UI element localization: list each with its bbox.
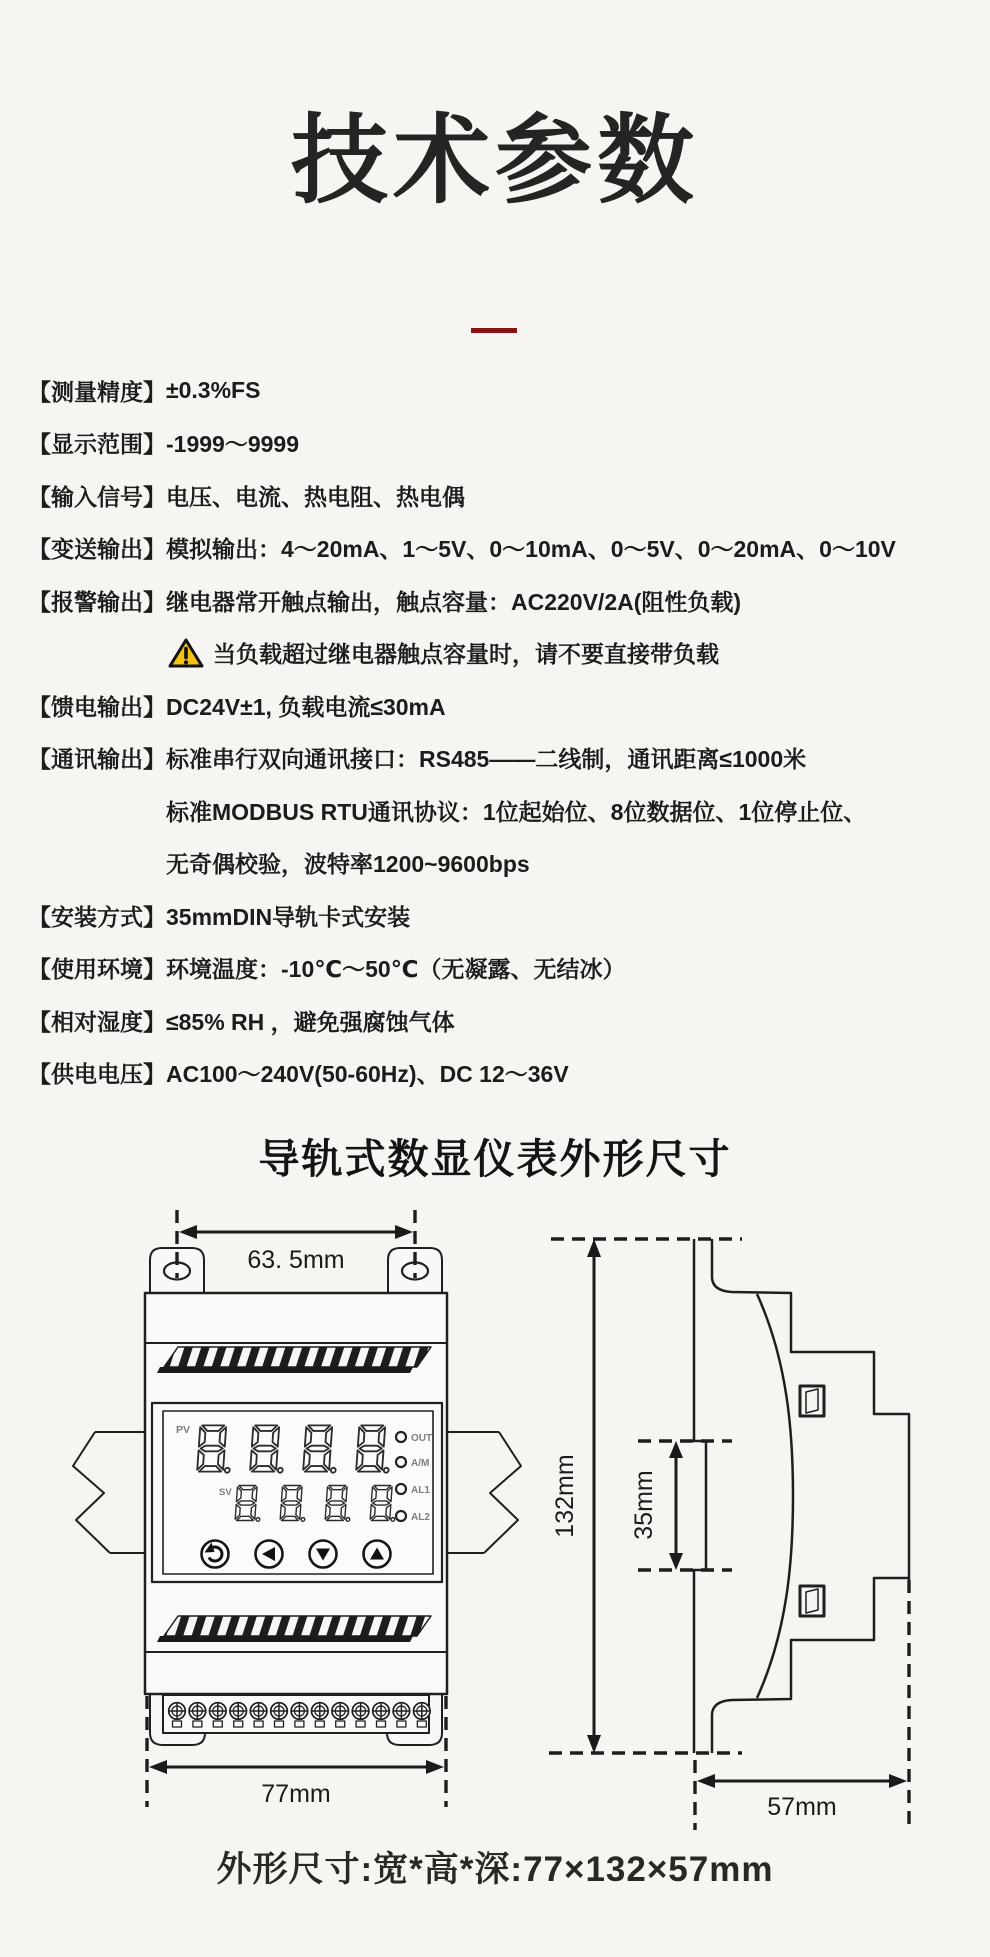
side-view [549,1239,909,1830]
spec-list [0,364,990,1099]
dim-depth-label: 57mm [767,1793,837,1821]
warning-text: 当负载超过继电器触点容量时，请不要直接带负载 [213,641,719,668]
spec-label: 【供电电压】 [28,1061,166,1088]
spec-value: ±0.3%FS [166,376,261,403]
spec-value: 电压、电流、热电阻、热电偶 [166,483,465,510]
dimension-width-top [177,1210,415,1278]
spec-row-alarm-output [0,574,990,627]
spec-row-mounting [0,889,990,942]
spec-row-comm-output [0,732,990,785]
spec-label: 【馈电输出】 [28,693,166,720]
red-divider [471,328,517,333]
side-profile [694,1239,909,1753]
spec-value: 继电器常开触点输出，触点容量：AC220V/2A(阻性负载) [166,588,742,615]
spec-value: 模拟输出：4～20mA、1～5V、0～10mA、0～5V、0～20mA、0～10V [166,536,896,563]
din-clip-top-inner [806,1389,818,1413]
spec-value: AC100～240V(50-60Hz)、DC 12～36V [166,1061,569,1088]
spec-row-accuracy [0,364,990,417]
dimension-rail [630,1441,732,1570]
dim-width-bottom-label: 77mm [261,1780,331,1808]
pv-label: PV [176,1424,191,1436]
spec-label: 【使用环境】 [28,956,166,983]
spec-row-comm-cont-1 [0,784,990,837]
warning-triangle-icon [168,637,204,669]
dim-rail-label: 35mm [630,1470,658,1540]
spec-label: 【安装方式】 [28,903,166,930]
spec-row-power-supply [0,1047,990,1100]
bezel-curve [757,1294,793,1698]
spec-row-warning [0,627,990,680]
spec-row-comm-cont-2 [0,837,990,890]
vent-strip-top [157,1347,431,1373]
spec-value: 环境温度：-10℃～50℃（无凝露、无结冰） [166,956,626,983]
page-title: 技术参数 [291,106,699,215]
din-clip-bottom-inner [806,1589,818,1613]
front-view [73,1210,521,1808]
spec-row-humidity [0,994,990,1047]
spec-value: ≤85% RH ，避免强腐蚀气体 [166,1008,455,1035]
spec-label: 【显示范围】 [28,431,166,458]
spec-value: -1999～9999 [166,431,299,458]
spec-value: DC24V±1, 负载电流≤30mA [166,693,446,720]
spec-row-display-range [0,417,990,470]
spec-label: 【测量精度】 [28,378,166,405]
section-title: 导轨式数显仪表外形尺寸 [258,1136,732,1182]
dim-height-label: 132mm [551,1454,579,1538]
spec-row-feed-output [0,679,990,732]
spec-value: 无奇偶校验，波特率1200~9600bps [166,851,530,878]
spec-row-environment [0,942,990,995]
spec-row-transmit-output [0,522,990,575]
al1-led-label: AL1 [411,1485,430,1496]
spec-row-input-signal [0,469,990,522]
sv-label: SV [219,1487,232,1498]
vent-strip-bottom [157,1616,431,1642]
spec-label: 【输入信号】 [28,483,166,510]
dim-width-top-label: 63. 5mm [247,1246,345,1274]
spec-value: 标准串行双向通讯接口：RS485——二线制，通讯距离≤1000米 [166,746,807,773]
spec-label: 【报警输出】 [28,588,166,615]
spec-label: 【变送输出】 [28,536,166,563]
out-led-label: OUT [411,1433,433,1444]
dimension-drawing [0,1190,990,1840]
spec-value: 标准MODBUS RTU通讯协议：1位起始位、8位数据位、1位停止位、 [166,798,867,825]
spec-label: 【通讯输出】 [28,746,166,773]
spec-label: 【相对湿度】 [28,1008,166,1035]
am-led-label: A/M [411,1458,430,1469]
spec-value: 35mmDIN导轨卡式安装 [166,903,411,930]
al2-led-label: AL2 [411,1512,430,1523]
overall-dimensions-text: 外形尺寸:宽*高*深:77×132×57mm [216,1850,774,1889]
